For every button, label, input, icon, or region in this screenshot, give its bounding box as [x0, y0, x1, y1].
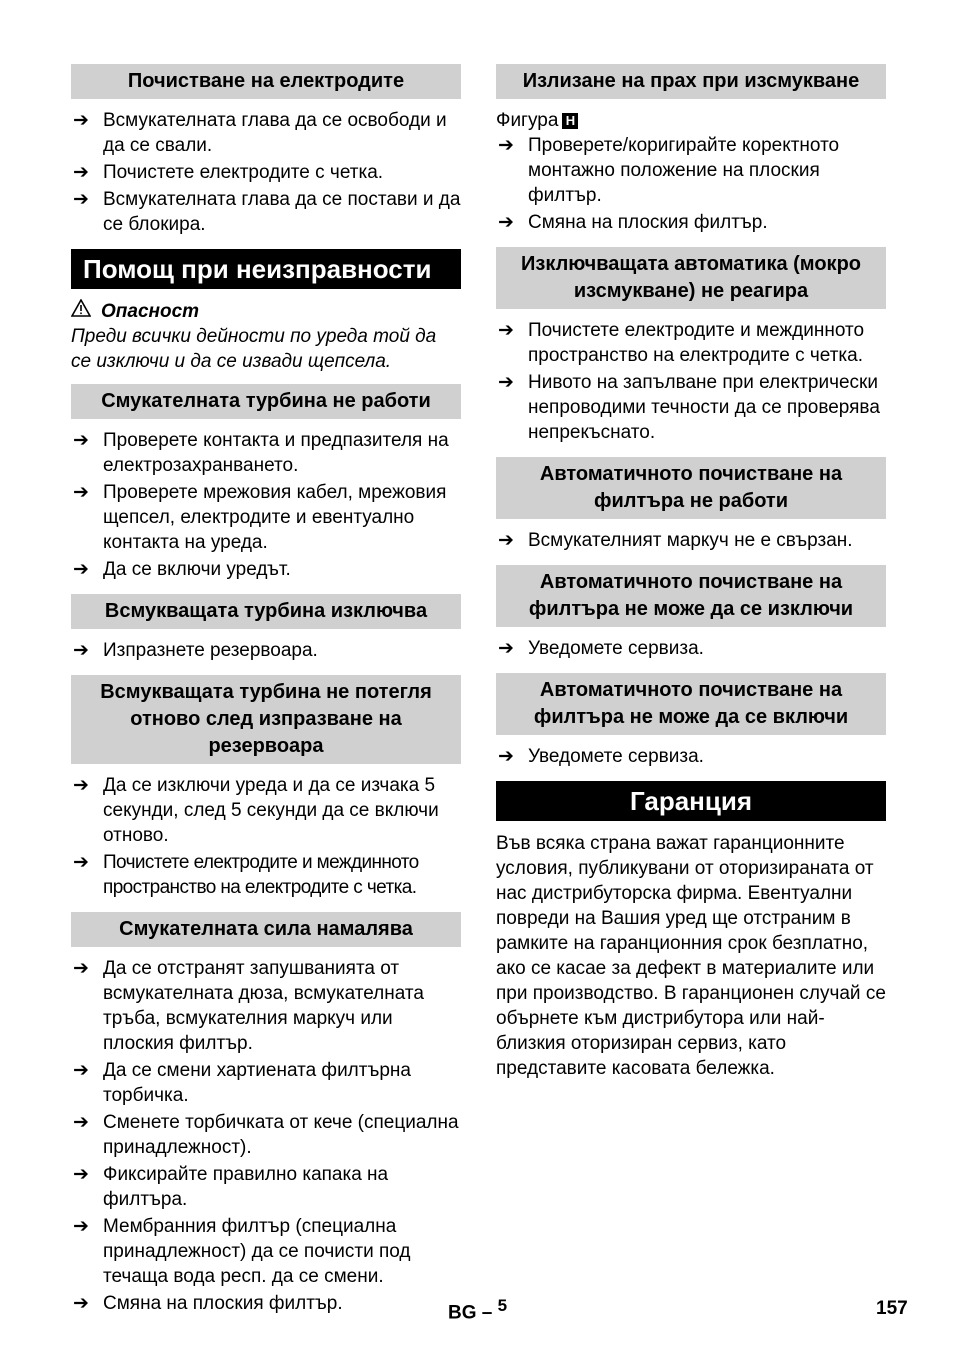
section-heading-electrode-cleaning: Почистване на електродите — [71, 64, 461, 99]
filter-cleaning-cannot-switch-off-steps — [496, 636, 886, 661]
list-item: ➔ Сменете торбичката от кече (специална принадлежност). — [73, 1112, 459, 1158]
right-arrow-icon: ➔ — [73, 775, 89, 796]
list-item: ➔ Почистете електродите с четка. — [73, 162, 384, 183]
list-item: ➔ Смяна на плоския филтър. — [73, 1293, 343, 1314]
section-heading-turbine-not-working: Смукателната турбина не работи — [71, 384, 461, 419]
list-item: ➔ Уведомете сервиза. — [498, 746, 704, 767]
section-heading-cutoff-not-responding: Изключващата автоматика (мокро изсмукване) не реагира — [496, 247, 886, 309]
right-arrow-icon: ➔ — [73, 1060, 89, 1081]
list-item: ➔ Почистете електродите и междинното пространство на електродите с четка. — [498, 320, 865, 366]
right-arrow-icon: ➔ — [73, 430, 89, 451]
list-item: ➔ Проверете мрежовия кабел, мрежовия щепсел, електродите и евентуално контакта на уреда. — [73, 482, 447, 553]
list-item: ➔ Почистете електродите и междинното пространство на електродите с четка. — [73, 852, 419, 898]
list-item: ➔ Проверете/коригирайте коректното монтажно положение на плоския филтър. — [498, 135, 840, 206]
right-arrow-icon: ➔ — [498, 135, 514, 156]
right-arrow-icon: ➔ — [73, 162, 89, 183]
list-item: ➔ Проверете контакта и предпазителя на електрозахранването. — [73, 430, 449, 476]
filter-cleaning-cannot-switch-on-steps — [496, 744, 886, 769]
chapter-title-troubleshooting: Помощ при неизправности — [71, 249, 461, 289]
right-arrow-icon: ➔ — [498, 530, 514, 551]
list-item: ➔ Да се отстранят запушванията от всмукателната дюза, всмукателната тръба, всмукателния маркуч или плоския филтър. — [73, 958, 424, 1054]
figure-letter-badge: H — [562, 113, 578, 129]
list-item: ➔ Да се изключи уреда и да се изчака 5 секунди, след 5 секунди да се включи отново. — [73, 775, 439, 846]
right-arrow-icon: ➔ — [73, 482, 89, 503]
figure-reference: Фигура H — [496, 108, 886, 133]
turbine-no-restart-steps — [71, 773, 461, 900]
right-arrow-icon: ➔ — [498, 320, 514, 341]
right-arrow-icon: ➔ — [73, 1216, 89, 1237]
warning-triangle-icon — [71, 299, 93, 324]
section-heading-filter-cleaning-cannot-switch-off: Автоматичното почистване на филтъра не може да се изключи — [496, 565, 886, 627]
right-arrow-icon: ➔ — [73, 1112, 89, 1133]
right-arrow-icon: ➔ — [73, 110, 89, 131]
list-item: ➔ Нивото на запълване при електрически непроводими течности да се проверява непрекъснато. — [498, 372, 880, 443]
page-number: 157 — [876, 1298, 908, 1319]
footer-section-label: BG – $^5$ — [448, 1296, 508, 1324]
warranty-text: Във всяка страна важат гаранционните условия, публикувани от оторизираната от нас дистрибуторска фирма. Евентуални повреди на Вашия уред ще отстраним в рамките на гаранционния срок безплатно, ако се касае за дефект в материалите или при производство. В гаранционен случай се обърнете към дистрибутора или най-близкия оторизиран сервиз, като представите касовата бележка. — [496, 833, 886, 1079]
right-arrow-icon: ➔ — [498, 212, 514, 233]
list-item: ➔ Смяна на плоския филтър. — [498, 212, 768, 233]
right-arrow-icon: ➔ — [73, 958, 89, 979]
list-item: ➔ Мембранния филтър (специална принадлежност) да се почисти под течаща вода респ. да се смени. — [73, 1216, 411, 1287]
list-item: ➔ Всмукателната глава да се освободи и да се свали. — [73, 110, 447, 156]
section-heading-dust-escaping: Излизане на прах при изсмукване — [496, 64, 886, 99]
right-arrow-icon: ➔ — [73, 1164, 89, 1185]
section-heading-filter-cleaning-cannot-switch-on: Автоматичното почистване на филтъра не може да се включи — [496, 673, 886, 735]
filter-cleaning-not-working-steps — [496, 528, 886, 553]
section-heading-filter-cleaning-not-working: Автоматичното почистване на филтъра не работи — [496, 457, 886, 519]
right-arrow-icon: ➔ — [73, 559, 89, 580]
left-column — [71, 64, 461, 1328]
turbine-not-working-steps — [71, 428, 461, 582]
suction-decreases-steps — [71, 956, 461, 1316]
right-column — [496, 64, 886, 1081]
list-item: ➔ Да се включи уредът. — [73, 559, 291, 580]
right-arrow-icon: ➔ — [73, 1293, 89, 1314]
section-heading-turbine-switches-off: Всмукващата турбина изключва — [71, 594, 461, 629]
turbine-switches-off-steps — [71, 638, 461, 663]
right-arrow-icon: ➔ — [73, 852, 89, 873]
cutoff-not-responding-steps — [496, 318, 886, 445]
list-item: ➔ Да се смени хартиената филтърна торбичка. — [73, 1060, 411, 1106]
right-arrow-icon: ➔ — [498, 372, 514, 393]
list-item: ➔ Всмукателният маркуч не е свързан. — [498, 530, 853, 551]
danger-text: Преди всички дейности по уреда той да се изключи и да се извади щепсела. — [71, 326, 437, 372]
electrode-cleaning-steps — [71, 108, 461, 237]
chapter-title-warranty: Гаранция — [496, 781, 886, 821]
right-arrow-icon: ➔ — [498, 638, 514, 659]
section-heading-turbine-no-restart: Всмукващата турбина не потегля отново след изпразване на резервоара — [71, 675, 461, 764]
list-item: ➔ Фиксирайте правилно капака на филтъра. — [73, 1164, 389, 1210]
right-arrow-icon: ➔ — [498, 746, 514, 767]
list-item: ➔ Уведомете сервиза. — [498, 638, 704, 659]
right-arrow-icon: ➔ — [73, 189, 89, 210]
dust-escaping-steps — [496, 133, 886, 235]
list-item: ➔ Изпразнете резервоара. — [73, 640, 318, 661]
list-item: ➔ Всмукателната глава да се постави и да се блокира. — [73, 189, 461, 235]
right-arrow-icon: ➔ — [73, 640, 89, 661]
danger-heading: Опасност — [71, 299, 461, 324]
section-heading-suction-decreases: Смукателната сила намалява — [71, 912, 461, 947]
